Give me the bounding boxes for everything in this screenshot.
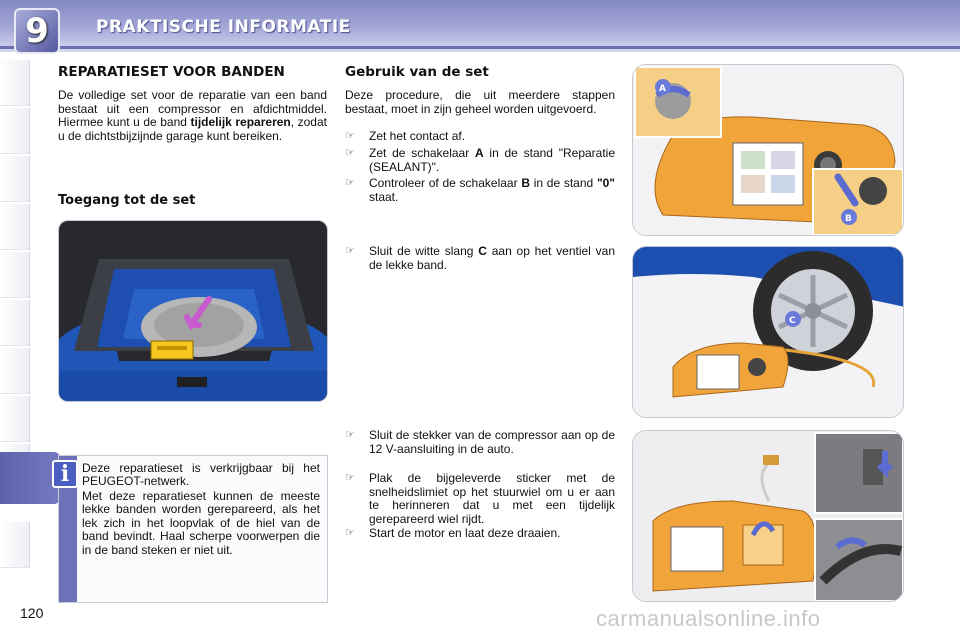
step-text: Plak de bijgeleverde sticker met de snelheidslimiet op het stuurwiel om u er aan te herinneren dat u met een tijdelijk gerepareerd wiel rijdt. <box>369 471 615 526</box>
chapter-number: 9 <box>25 11 49 51</box>
step-text: in de stand "Reparatie (SEALANT)". <box>369 146 616 174</box>
step-text: Sluit de witte slang <box>369 244 479 258</box>
hose-connection-illustration <box>633 247 904 418</box>
compressor-switches-photo <box>632 64 904 236</box>
position-label: "0" <box>596 176 615 190</box>
pointing-hand-icon: ☞ <box>345 245 355 257</box>
step-item <box>345 245 615 272</box>
header-rule <box>0 46 960 49</box>
intro-text: De volledige set voor de reparatie van een band bestaat uit een compressor en afdichtmiddel. Hiermee kunt u de band <box>58 88 327 130</box>
step-text: Start de motor en laat deze draaien. <box>369 526 561 540</box>
chapter-tab[interactable] <box>0 348 30 394</box>
pointing-hand-icon: ☞ <box>345 177 355 189</box>
compressor-switches-illustration <box>633 65 904 236</box>
info-icon: i <box>52 460 78 488</box>
usage-intro: Deze procedure, die uit meerdere stappen bestaat, moet in zijn geheel worden uitgevoerd. <box>345 88 615 116</box>
step-item <box>345 130 615 144</box>
pointing-hand-icon: ☞ <box>345 130 355 142</box>
intro-paragraph <box>58 89 327 143</box>
label-b: B <box>845 214 852 224</box>
hose-connection-photo <box>632 246 904 418</box>
switch-label: A <box>474 146 484 160</box>
page-title: PRAKTISCHE INFORMATIE <box>96 17 351 37</box>
chapter-tab[interactable] <box>0 396 30 442</box>
chapter-badge <box>14 8 60 54</box>
step-item <box>345 147 615 174</box>
intro-bold-text: tijdelijk repareren <box>190 115 291 130</box>
label-a: A <box>659 84 666 94</box>
step-item <box>345 472 615 526</box>
active-chapter-tab[interactable] <box>0 452 60 504</box>
step-item <box>345 177 615 204</box>
socket-steering-photo <box>632 430 904 602</box>
chapter-tab[interactable] <box>0 204 30 250</box>
step-text: Zet het contact af. <box>369 129 466 143</box>
socket-steering-illustration <box>633 431 904 602</box>
step-text: Controleer of de schakelaar <box>369 176 522 190</box>
chapter-tab[interactable] <box>0 108 30 154</box>
trunk-illustration <box>59 221 328 402</box>
chapter-tab[interactable] <box>0 252 30 298</box>
pointing-hand-icon: ☞ <box>345 429 355 441</box>
step-text: in de stand <box>529 176 597 190</box>
step-text: aan op het ventiel van de lekke band. <box>369 244 615 272</box>
switch-label: B <box>521 176 530 190</box>
pointing-hand-icon: ☞ <box>345 527 355 539</box>
step-text: Sluit de stekker van de compressor aan op de 12 V-aansluiting in de auto. <box>369 428 615 456</box>
step-text: Zet de schakelaar <box>369 146 475 160</box>
pointing-hand-icon: ☞ <box>345 472 355 484</box>
chapter-tab[interactable] <box>0 60 30 106</box>
pointing-hand-icon: ☞ <box>345 147 355 159</box>
access-heading: Toegang tot de set <box>58 193 196 208</box>
chapter-tab[interactable] <box>0 156 30 202</box>
chapter-tab[interactable] <box>0 522 30 568</box>
section-heading: REPARATIESET VOOR BANDEN <box>58 64 285 80</box>
hose-label: C <box>478 244 487 258</box>
info-paragraph: Met deze reparatieset kunnen de meeste lekke banden worden gerepareerd, als het lek zich in het loopvlak of de hiel van de band bevindt. Haal scherpe voorwerpen die in de band steken er niet uit. <box>82 489 320 557</box>
usage-heading: Gebruik van de set <box>345 64 489 80</box>
label-c: C <box>789 316 796 326</box>
step-item <box>345 527 615 541</box>
trunk-photo <box>58 220 328 402</box>
step-item <box>345 429 615 456</box>
info-paragraph: Deze reparatieset is verkrijgbaar bij het PEUGEOT-netwerk. <box>82 461 320 489</box>
step-text: staat. <box>369 189 399 204</box>
chapter-tab[interactable] <box>0 300 30 346</box>
watermark: carmanualsonline.info <box>596 606 821 631</box>
intro-text-end: , zodat u de dichtstbijzijnde garage kunt bereiken. <box>58 115 327 143</box>
page-number: 120 <box>20 605 44 621</box>
